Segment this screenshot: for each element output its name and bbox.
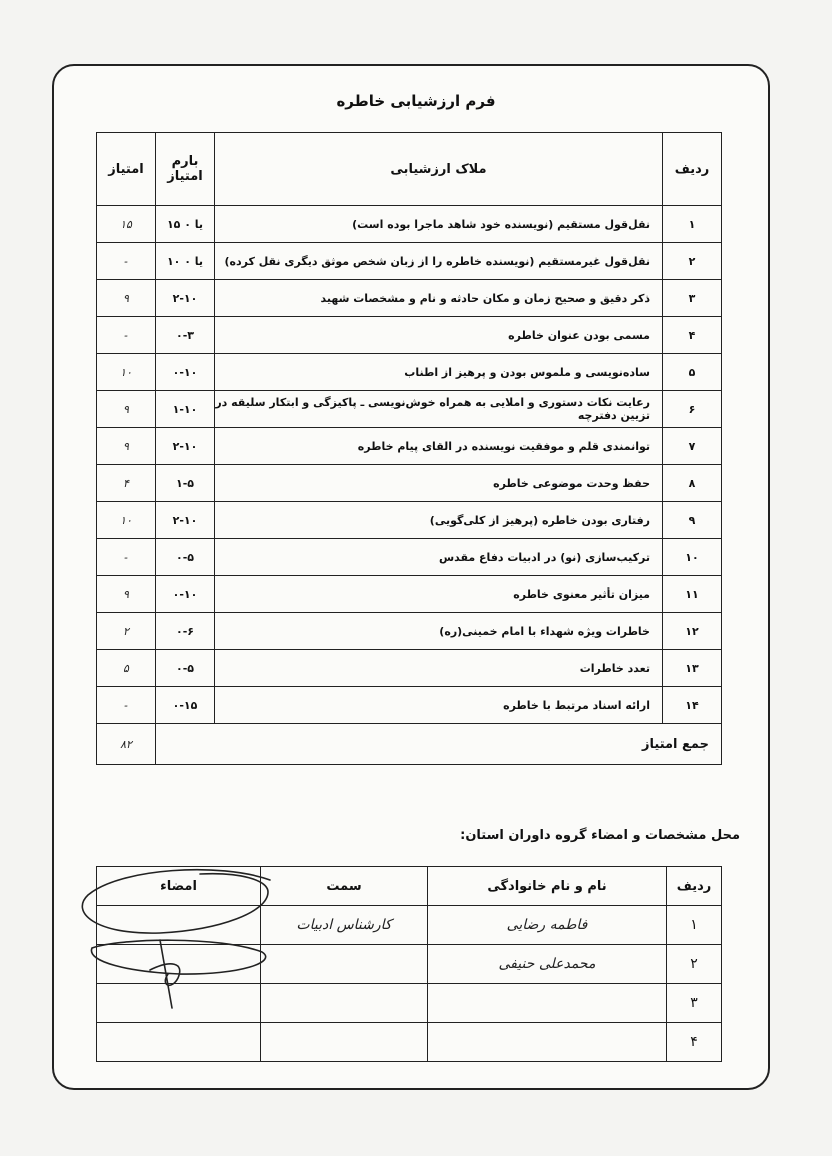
total-row <box>97 724 722 765</box>
evaluation-row <box>97 317 722 354</box>
criterion-text: توانمندی قلم و موفقیت نویسنده در القای پیام خاطره <box>215 428 663 465</box>
judges-header-name: نام و نام خانوادگی <box>428 867 667 906</box>
evaluation-row <box>97 428 722 465</box>
max-score: ۲-۱۰ <box>156 428 215 465</box>
row-number: ۴ <box>663 317 722 354</box>
criterion-text: رعایت نکات دستوری و املایی به همراه خوش‌نویسی ـ پاکیزگی و ابتکار سلیقه در تزیین دفترچه <box>215 391 663 428</box>
awarded-score[interactable]: ۱۵ <box>97 206 156 243</box>
row-number: ۳ <box>663 280 722 317</box>
awarded-score[interactable]: - <box>97 539 156 576</box>
judges-heading: محل مشخصات و امضاء گروه داوران استان: <box>460 828 740 843</box>
evaluation-row <box>97 465 722 502</box>
criterion-text: خاطرات ویژه شهداء با امام خمینی(ره) <box>215 613 663 650</box>
judge-name[interactable]: محمدعلی حنیفی <box>428 945 667 984</box>
header-row-number: ردیف <box>663 133 722 206</box>
judges-header-row <box>97 867 722 906</box>
row-number: ۱۳ <box>663 650 722 687</box>
row-number: ۲ <box>663 243 722 280</box>
awarded-score[interactable]: ۹ <box>97 391 156 428</box>
judge-signature[interactable] <box>97 906 261 945</box>
max-score: ۲-۱۰ <box>156 502 215 539</box>
max-score: ۱-۱۰ <box>156 391 215 428</box>
max-score: ۲-۱۰ <box>156 280 215 317</box>
row-number: ۱۰ <box>663 539 722 576</box>
awarded-score[interactable]: ۹ <box>97 428 156 465</box>
criterion-text: ساده‌نویسی و ملموس بودن و پرهیز از اطناب <box>215 354 663 391</box>
evaluation-row <box>97 539 722 576</box>
awarded-score[interactable]: ۱۰ <box>97 354 156 391</box>
judge-row <box>97 1023 722 1062</box>
criterion-text: رفتاری بودن خاطره (پرهیز از کلی‌گویی) <box>215 502 663 539</box>
evaluation-header-row <box>97 133 722 206</box>
judge-name[interactable] <box>428 1023 667 1062</box>
evaluation-row <box>97 243 722 280</box>
row-number: ۱۴ <box>663 687 722 724</box>
header-max-score: بارم امتیاز <box>156 133 215 206</box>
awarded-score[interactable]: ۹ <box>97 576 156 613</box>
evaluation-row <box>97 206 722 243</box>
row-number: ۸ <box>663 465 722 502</box>
judge-role[interactable]: کارشناس ادبیات <box>261 906 428 945</box>
judge-row-number: ۳ <box>667 984 722 1023</box>
awarded-score[interactable]: ۵ <box>97 650 156 687</box>
evaluation-row <box>97 354 722 391</box>
awarded-score[interactable]: ۱۰ <box>97 502 156 539</box>
evaluation-row <box>97 391 722 428</box>
judges-header-signature: امضاء <box>97 867 261 906</box>
max-score: ۱۰ یا ۰ <box>156 243 215 280</box>
criterion-text: ارائه اسناد مرتبط با خاطره <box>215 687 663 724</box>
evaluation-row <box>97 687 722 724</box>
judge-signature[interactable] <box>97 984 261 1023</box>
criterion-text: نقل‌قول مستقیم (نویسنده خود شاهد ماجرا بوده است) <box>215 206 663 243</box>
awarded-score[interactable]: - <box>97 687 156 724</box>
max-score: ۰-۵ <box>156 650 215 687</box>
criterion-text: ترکیب‌سازی (نو) در ادبیات دفاع مقدس <box>215 539 663 576</box>
awarded-score[interactable]: ۴ <box>97 465 156 502</box>
awarded-score[interactable]: - <box>97 243 156 280</box>
evaluation-table <box>96 132 722 765</box>
judge-signature[interactable] <box>97 945 261 984</box>
criterion-text: تعدد خاطرات <box>215 650 663 687</box>
max-score: ۰-۱۰ <box>156 576 215 613</box>
evaluation-row <box>97 650 722 687</box>
max-score: ۰-۱۰ <box>156 354 215 391</box>
form-title: فرم ارزشیابی خاطره <box>336 92 496 110</box>
judge-row <box>97 906 722 945</box>
criterion-text: مسمی بودن عنوان خاطره <box>215 317 663 354</box>
judge-row <box>97 984 722 1023</box>
judges-table <box>96 866 722 1062</box>
row-number: ۱۱ <box>663 576 722 613</box>
criterion-text: حفظ وحدت موضوعی خاطره <box>215 465 663 502</box>
row-number: ۵ <box>663 354 722 391</box>
judge-role[interactable] <box>261 1023 428 1062</box>
total-score[interactable]: ۸۲ <box>97 724 156 765</box>
max-score: ۰-۵ <box>156 539 215 576</box>
row-number: ۱ <box>663 206 722 243</box>
judges-header-row-number: ردیف <box>667 867 722 906</box>
header-score: امتیاز <box>97 133 156 206</box>
header-criterion: ملاک ارزشیابی <box>215 133 663 206</box>
judge-row-number: ۴ <box>667 1023 722 1062</box>
max-score: ۱-۵ <box>156 465 215 502</box>
criterion-text: ذکر دقیق و صحیح زمان و مکان حادثه و نام و مشخصات شهید <box>215 280 663 317</box>
criterion-text: میزان تأثیر معنوی خاطره <box>215 576 663 613</box>
max-score: ۰-۱۵ <box>156 687 215 724</box>
criterion-text: نقل‌قول غیرمستقیم (نویسنده خاطره را از زبان شخص موثق دیگری نقل کرده) <box>215 243 663 280</box>
judge-role[interactable] <box>261 945 428 984</box>
max-score: ۰-۶ <box>156 613 215 650</box>
total-label: جمع امتیاز <box>156 724 722 765</box>
judge-signature[interactable] <box>97 1023 261 1062</box>
row-number: ۶ <box>663 391 722 428</box>
max-score: ۰-۳ <box>156 317 215 354</box>
evaluation-row <box>97 613 722 650</box>
awarded-score[interactable]: ۹ <box>97 280 156 317</box>
evaluation-row <box>97 502 722 539</box>
row-number: ۷ <box>663 428 722 465</box>
judge-row-number: ۱ <box>667 906 722 945</box>
judge-role[interactable] <box>261 984 428 1023</box>
max-score: ۱۵ یا ۰ <box>156 206 215 243</box>
awarded-score[interactable]: ۲ <box>97 613 156 650</box>
judge-name[interactable] <box>428 984 667 1023</box>
evaluation-row <box>97 576 722 613</box>
judges-header-role: سمت <box>261 867 428 906</box>
judge-name[interactable]: فاطمه رضایی <box>428 906 667 945</box>
judge-row <box>97 945 722 984</box>
row-number: ۱۲ <box>663 613 722 650</box>
row-number: ۹ <box>663 502 722 539</box>
evaluation-row <box>97 280 722 317</box>
awarded-score[interactable]: - <box>97 317 156 354</box>
judge-row-number: ۲ <box>667 945 722 984</box>
